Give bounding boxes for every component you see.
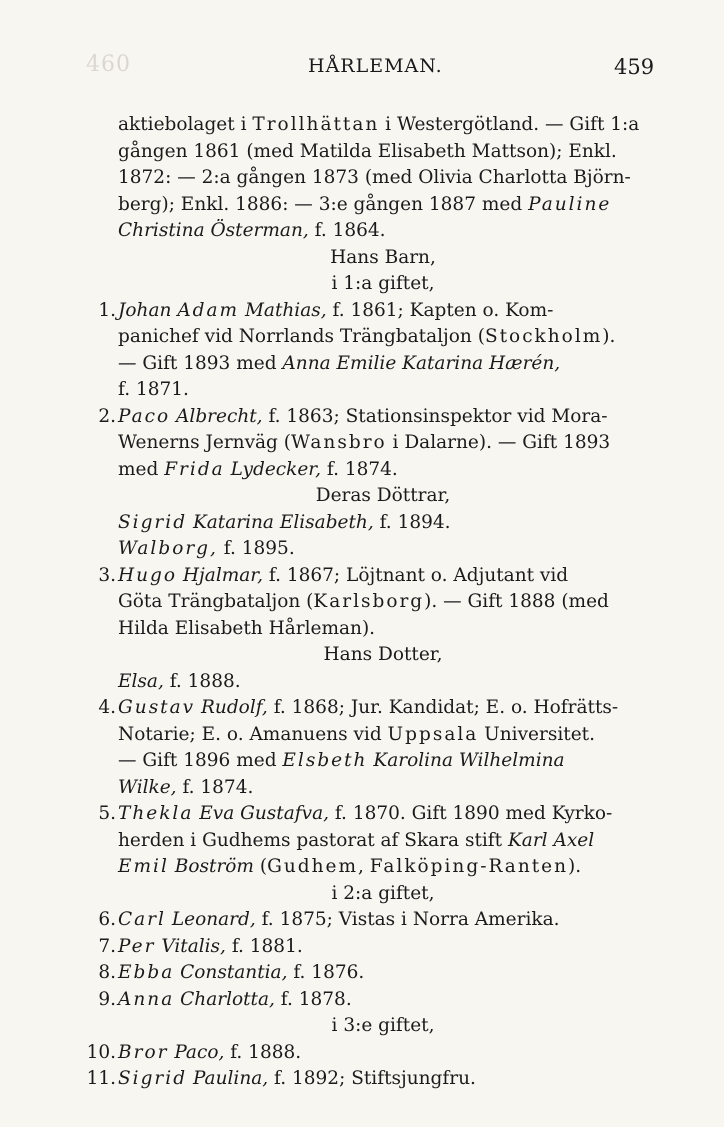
text-segment: i 3:e giftet, — [331, 1015, 435, 1036]
numbered-entry-line — [98, 563, 678, 590]
text-line — [118, 775, 678, 802]
text-segment: gången 1861 (med Matilda Elisabeth Mattson); Enkl. — [118, 140, 617, 162]
text-segment: Göta Trängbataljon ( — [118, 591, 314, 612]
text-segment: Wenerns Jernväg ( — [118, 432, 291, 453]
name-text: Sigrid — [118, 1068, 188, 1089]
text-segment: f. 1868; Jur. Kandidat; E. o. Hofrätts- — [267, 697, 619, 718]
name-text: Paulina, — [192, 1068, 269, 1089]
name-text: Anna Emilie Katarina Hærén, — [282, 352, 561, 374]
numbered-entry-line — [86, 1040, 678, 1067]
name-text: Walborg, — [118, 538, 218, 559]
text-segment: Karlsborg — [313, 591, 425, 612]
text-line — [118, 139, 678, 166]
text-segment: aktiebolaget i — [118, 114, 253, 135]
text-segment: f. 1878. — [274, 988, 352, 1010]
name-text: Constantia, — [180, 962, 288, 983]
name-text: Emil — [118, 856, 169, 877]
text-segment: f. 1888. — [224, 1041, 302, 1063]
name-text: Sigrid — [118, 511, 188, 533]
name-text: Mathias, — [244, 299, 327, 321]
name-text: Adam — [177, 299, 240, 321]
text-segment: ). — [602, 326, 616, 347]
name-text: Per — [118, 935, 156, 957]
text-segment: i Dalarne). — Gift 1893 — [386, 432, 611, 453]
entry-number: 6. — [98, 909, 116, 930]
name-text: Thekla — [118, 803, 194, 824]
text-line — [118, 324, 678, 351]
entry-number: 1. — [98, 299, 116, 321]
text-segment: f. 1875; Vistas i Norra Amerika. — [255, 909, 560, 930]
text-segment: f. 1870. Gift 1890 med Kyrko- — [328, 803, 613, 824]
text-segment: — Gift 1893 med — [118, 352, 283, 374]
numbered-entry-line — [98, 801, 678, 828]
text-line — [118, 165, 678, 192]
entry-number: 3. — [98, 564, 116, 586]
name-text: Charlotta, — [180, 988, 275, 1010]
section-heading — [118, 642, 678, 669]
name-text: Anna — [118, 988, 175, 1010]
text-segment: Hans Barn, — [330, 246, 436, 268]
text-segment: med — [118, 458, 165, 480]
name-text: Karl Axel — [507, 829, 595, 851]
entry-number: 5. — [98, 803, 116, 824]
text-line — [118, 218, 678, 245]
entry-number: 2. — [98, 405, 116, 427]
section-heading — [118, 483, 678, 510]
text-segment: ). — [568, 856, 582, 877]
name-text: Christina Österman, — [118, 220, 309, 241]
section-heading — [118, 881, 678, 908]
numbered-entry-line — [98, 298, 678, 325]
text-line — [118, 589, 678, 616]
name-text: Carl — [118, 909, 166, 930]
name-text: Paco — [118, 405, 171, 427]
text-segment: f. 1894. — [373, 511, 451, 533]
name-text: Hugo — [118, 564, 178, 586]
numbered-entry-line — [98, 404, 678, 431]
text-segment: f. 1867; Löjtnant o. Adjutant vid — [263, 564, 569, 586]
text-segment: Stockholm — [484, 326, 603, 347]
text-segment: f. 1881. — [225, 935, 303, 957]
name-text: Lydecker, — [230, 458, 321, 480]
entry-number: 8. — [98, 962, 116, 983]
numbered-entry-line — [98, 907, 678, 934]
text-line — [118, 748, 678, 775]
entry-number: 4. — [98, 697, 116, 718]
text-line — [118, 457, 678, 484]
text-segment: Notarie; E. o. Amanuens vid — [118, 723, 388, 745]
text-line — [118, 112, 678, 139]
text-segment: 1872: — 2:a gången 1873 (med Olivia Charlotta Björn- — [118, 167, 631, 188]
text-segment: Deras Döttrar, — [315, 485, 451, 506]
numbered-entry-line — [98, 987, 678, 1014]
name-text: Gustav — [118, 697, 196, 718]
name-text: Rudolf, — [201, 697, 268, 718]
name-text: Johan — [118, 299, 172, 321]
text-line — [118, 351, 678, 378]
text-line — [118, 854, 678, 881]
text-segment: i 1:a giftet, — [331, 273, 435, 294]
text-segment: Gudhem — [267, 856, 359, 877]
name-text: Leonard, — [171, 909, 256, 930]
text-segment: f. 1888. — [163, 670, 241, 692]
text-segment: f. 1892; Stiftsjungfru. — [268, 1068, 476, 1089]
text-segment: berg); Enkl. 1886: — 3:e gången 1887 med — [118, 193, 529, 215]
text-segment: , — [358, 856, 370, 877]
text-segment: f. 1876. — [287, 962, 365, 983]
name-text: Boström — [174, 856, 254, 877]
running-title: HÅRLEMAN. — [308, 55, 443, 77]
bleed-through-page-number: 460 — [86, 52, 131, 77]
text-line — [118, 192, 678, 219]
text-segment: Universitet. — [478, 723, 595, 745]
text-segment: ( — [253, 856, 268, 877]
text-segment: panichef vid Norrlands Trängbataljon ( — [118, 326, 485, 347]
text-segment: Wansbro — [291, 432, 387, 453]
text-line — [118, 828, 678, 855]
name-text: Eva Gustafva, — [199, 803, 329, 824]
name-text: Elsbeth — [282, 750, 368, 771]
name-text: Hjalmar, — [182, 564, 264, 586]
numbered-entry-line — [98, 695, 678, 722]
numbered-entry-line — [98, 960, 678, 987]
text-line — [118, 616, 678, 643]
text-segment: — Gift 1896 med — [118, 750, 283, 771]
entry-number: 10. — [86, 1041, 116, 1063]
text-segment: i 2:a giftet, — [331, 882, 435, 904]
name-text: Frida — [164, 458, 225, 480]
text-line — [118, 510, 678, 537]
text-line — [118, 669, 678, 696]
name-text: Albrecht, — [176, 405, 263, 427]
text-segment: herden i Gudhems pastorat af Skara stift — [118, 829, 508, 851]
name-text: Ebba — [118, 962, 175, 983]
text-segment: f. 1874. — [321, 458, 398, 480]
entry-number: 11. — [86, 1068, 116, 1089]
text-segment: f. 1895. — [217, 538, 295, 559]
name-text: Elsa, — [118, 670, 164, 692]
text-segment: Hans Dotter, — [323, 644, 443, 665]
running-head — [0, 55, 724, 85]
section-heading — [118, 1013, 678, 1040]
name-text: Wilke, — [118, 776, 177, 798]
text-segment: Trollhättan — [252, 114, 380, 135]
text-segment: f. 1863; Stationsinspektor vid Mora- — [262, 405, 608, 427]
text-segment: f. 1874. — [176, 776, 254, 798]
name-text: Katarina Elisabeth, — [192, 511, 374, 533]
text-line — [118, 430, 678, 457]
text-line — [118, 722, 678, 749]
name-text: Paco, — [174, 1041, 225, 1063]
section-heading — [118, 245, 678, 272]
numbered-entry-line — [86, 1066, 678, 1093]
entry-number: 7. — [98, 935, 116, 957]
numbered-entry-line — [98, 934, 678, 961]
text-segment: ). — Gift 1888 (med — [424, 591, 609, 612]
text-segment: Hilda Elisabeth Hårleman). — [118, 617, 376, 639]
name-text: Bror — [118, 1041, 169, 1063]
text-segment: f. 1864. — [308, 220, 386, 241]
section-heading — [118, 271, 678, 298]
text-segment: Uppsala — [387, 723, 479, 745]
genealogy-text — [86, 112, 678, 1093]
text-segment: f. 1861; Kapten o. Kom- — [326, 299, 554, 321]
name-text: Vitalis, — [161, 935, 226, 957]
page-number: 459 — [614, 55, 655, 79]
name-text: Pauline — [528, 193, 612, 215]
text-segment: i Westergötland. — Gift 1:a — [379, 114, 640, 135]
name-text: Karolina Wilhelmina — [373, 750, 565, 771]
text-line — [118, 536, 678, 563]
text-segment: f. 1871. — [118, 379, 189, 400]
text-line — [118, 377, 678, 404]
text-segment: Falköping-Ranten — [369, 856, 569, 877]
entry-number: 9. — [98, 988, 116, 1010]
